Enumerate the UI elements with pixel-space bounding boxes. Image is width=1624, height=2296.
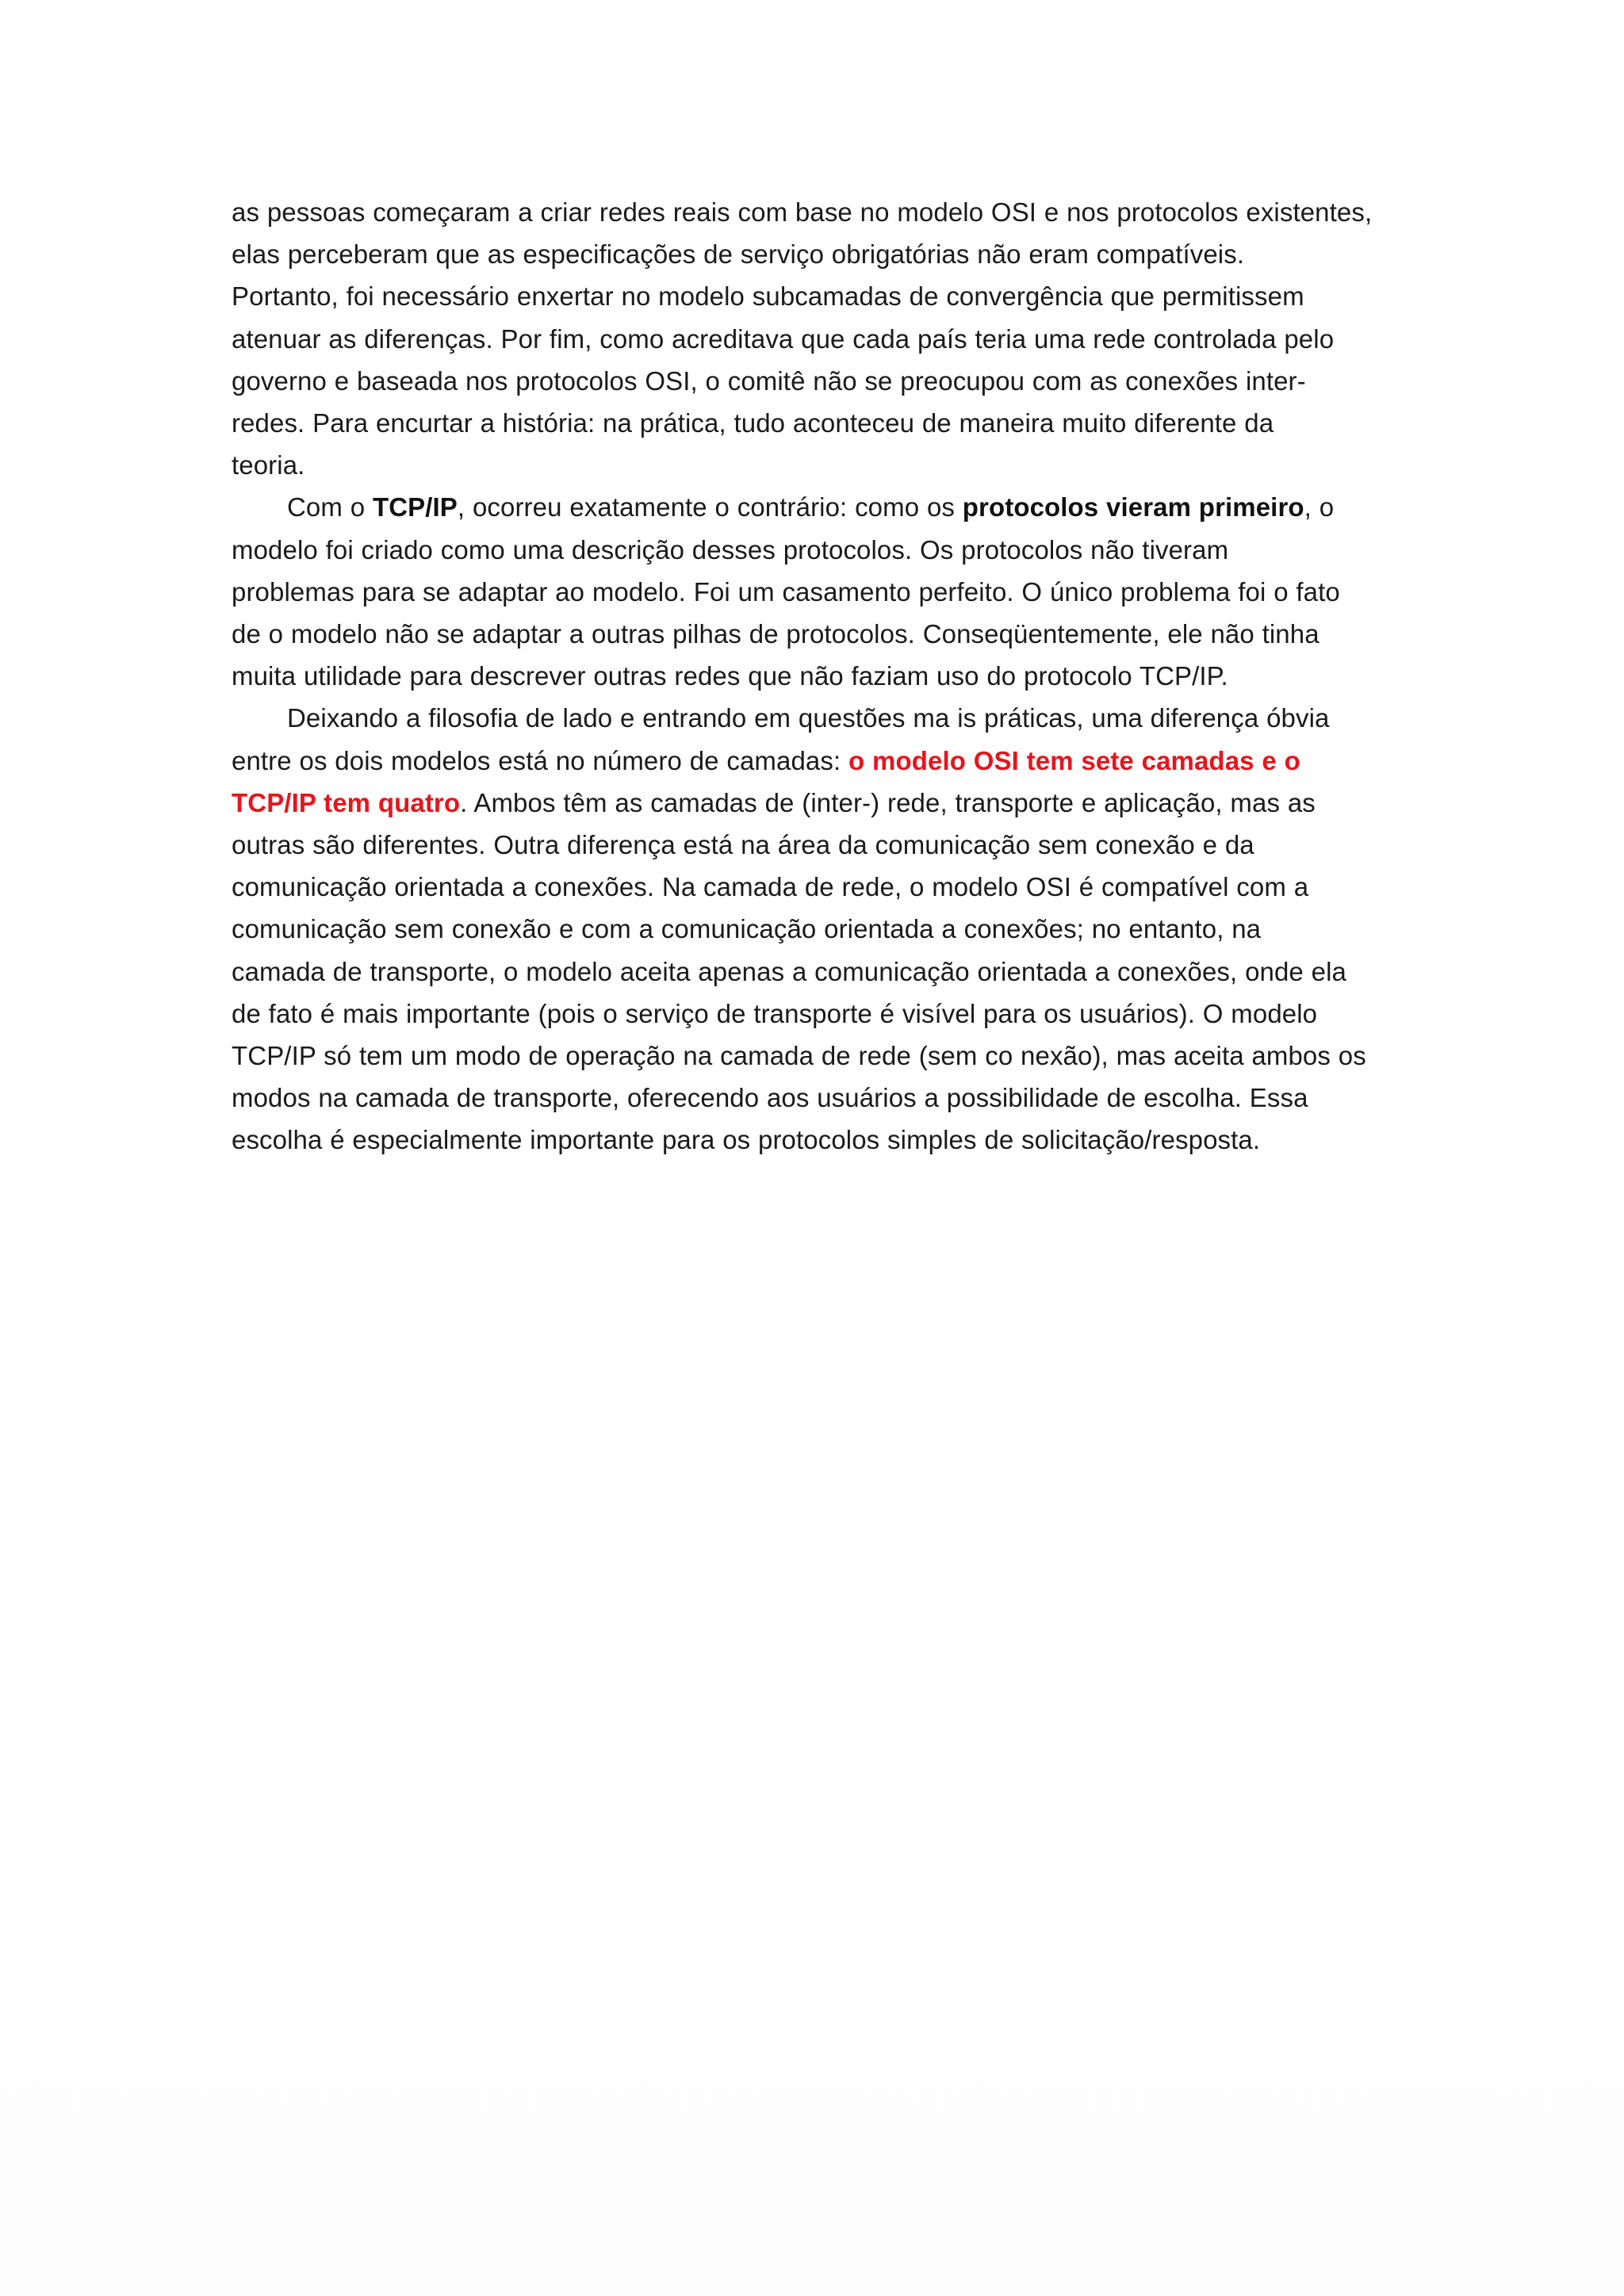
text-line: de o modelo não se adaptar a outras pilhas de protocolos. Conseqüentemente, ele não tinha	[232, 619, 1320, 649]
paragraph-2	[232, 486, 1397, 697]
text-line: modelo foi criado como uma descrição desses protocolos. Os protocolos não tiveram	[232, 534, 1229, 564]
text-line	[232, 782, 1397, 824]
text-line: Portanto, foi necessário enxertar no modelo subcamadas de convergência que permitissem	[232, 281, 1304, 312]
text-line: Deixando a filosofia de lado e entrando em questões ma is práticas, uma diferença óbvia	[287, 703, 1330, 733]
bold-term-tcpip: TCP/IP	[372, 492, 458, 522]
text-line: elas perceberam que as especificações de serviço obrigatórias não eram compatíveis.	[232, 239, 1245, 270]
paragraph-1	[232, 191, 1397, 486]
body-text	[232, 191, 1397, 1161]
text-line	[232, 486, 1397, 528]
text-line: redes. Para encurtar a história: na prática, tudo aconteceu de maneira muito diferente da	[232, 408, 1274, 438]
text-line: muita utilidade para descrever outras redes que não faziam uso do protocolo TCP/IP.	[232, 661, 1228, 691]
text-line: de fato é mais importante (pois o serviço de transporte é visível para os usuários). O modelo	[232, 998, 1318, 1028]
text-run: entre os dois modelos está no número de camadas:	[232, 745, 849, 775]
paragraph-3	[232, 697, 1397, 1161]
text-run: , o	[1304, 492, 1335, 522]
text-line: camada de transporte, o modelo aceita apenas a comunicação orientada a conexões, onde ela	[232, 956, 1346, 986]
highlight-red-text: o modelo OSI tem sete camadas e o	[848, 745, 1300, 775]
text-line: comunicação orientada a conexões. Na camada de rede, o modelo OSI é compatível com a	[232, 872, 1309, 902]
text-line: problemas para se adaptar ao modelo. Foi um casamento perfeito. O único problema foi o fato	[232, 576, 1340, 607]
text-line: atenuar as diferenças. Por fim, como acreditava que cada país teria uma rede controlada pelo	[232, 323, 1335, 354]
text-line: outras são diferentes. Outra diferença está na área da comunicação sem conexão e da	[232, 830, 1254, 860]
text-line: governo e baseada nos protocolos OSI, o comitê não se preocupou com as conexões inter-	[232, 365, 1306, 396]
bold-term-protocols-first: protocolos vieram primeiro	[962, 492, 1304, 522]
text-run: Com o	[287, 492, 373, 522]
text-line: teoria.	[232, 450, 305, 480]
text-run: , ocorreu exatamente o contrário: como os	[457, 492, 963, 522]
text-line: comunicação sem conexão e com a comunicação orientada a conexões; no entanto, na	[232, 914, 1262, 944]
text-run: . Ambos têm as camadas de (inter-) rede, transporte e aplicação, mas as	[460, 787, 1316, 817]
text-line: TCP/IP só tem um modo de operação na camada de rede (sem co nexão), mas aceita ambos os	[232, 1041, 1366, 1071]
text-line: modos na camada de transporte, oferecendo aos usuários a possibilidade de escolha. Essa	[232, 1083, 1308, 1113]
text-line: escolha é especialmente importante para os protocolos simples de solicitação/resposta.	[232, 1125, 1261, 1155]
highlight-red-text: TCP/IP tem quatro	[232, 787, 461, 817]
text-line: as pessoas começaram a criar redes reais com base no modelo OSI e nos protocolos existentes,	[232, 197, 1373, 227]
text-line	[232, 740, 1397, 782]
